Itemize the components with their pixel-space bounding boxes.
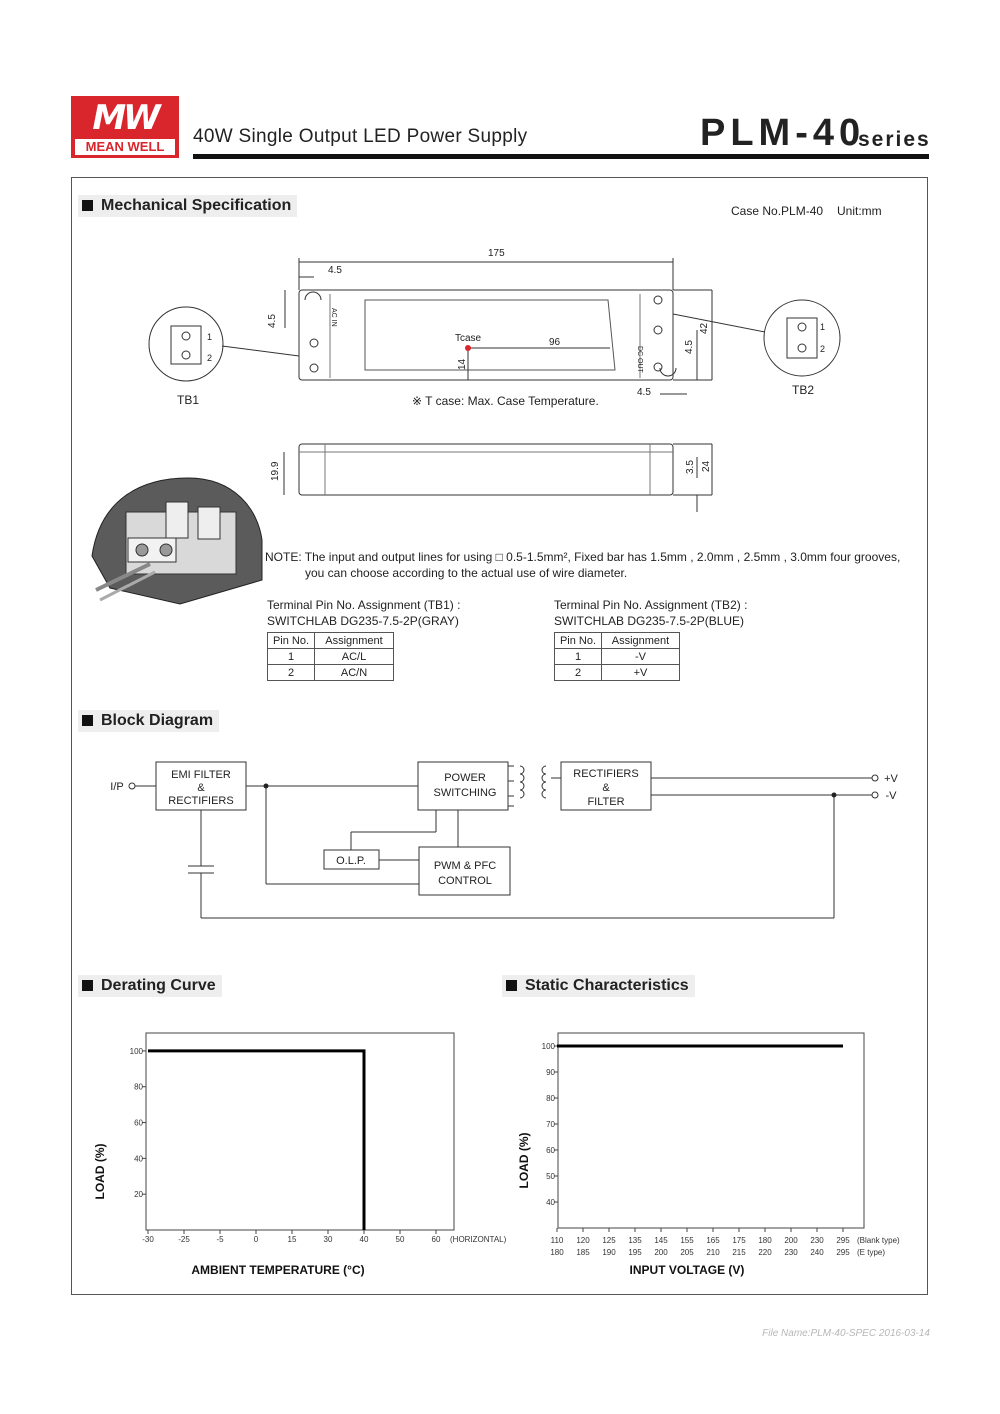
y-tick-label: 40 (546, 1198, 555, 1207)
y-tick-label: 70 (546, 1120, 555, 1129)
assignment-cell: -V (602, 649, 680, 665)
ac-in-label: AC IN (330, 308, 337, 327)
note-line-1: NOTE: The input and output lines for using □ 0.5-1.5mm², Fixed bar has 1.5mm , 2.0mm , 2.5mm , 3.0mm four grooves, (265, 550, 901, 564)
y-axis-label: LOAD (%) (517, 1132, 531, 1189)
x-tick-label: 40 (359, 1235, 369, 1244)
x-tick-label: 0 (253, 1235, 259, 1244)
dim-width: 42 (699, 322, 710, 334)
y-tick-label: 80 (546, 1094, 555, 1103)
svg-text:2: 2 (207, 353, 213, 363)
svg-text:2: 2 (820, 344, 826, 354)
x-tick-label: 180 (550, 1248, 564, 1257)
case-number: Case No.PLM-40 (731, 204, 824, 218)
assignment-cell: AC/L (315, 649, 394, 665)
x-tick-label: 15 (287, 1235, 297, 1244)
x-tick-label: 50 (395, 1235, 405, 1244)
pin-cell: 1 (268, 649, 315, 665)
dim-height-total: 24 (701, 460, 712, 472)
x-tick-label: 200 (654, 1248, 668, 1257)
dim-hole-v2: 4.5 (684, 340, 695, 354)
vminus-label: -V (885, 790, 897, 802)
y-tick-label: 90 (546, 1068, 555, 1077)
dim-hole-v: 4.5 (267, 314, 278, 328)
header-assignment: Assignment (315, 633, 394, 649)
svg-text:1: 1 (207, 332, 213, 342)
assignment-cell: AC/N (315, 665, 394, 681)
x-tick-label: 295 (836, 1248, 850, 1257)
x-tick-label: 295 (836, 1236, 850, 1245)
y-axis-label: LOAD (%) (93, 1143, 107, 1200)
y-tick-label: 100 (541, 1042, 555, 1051)
x-tick-label: 165 (706, 1236, 720, 1245)
vplus-label: +V (884, 773, 898, 785)
x-tick-label: 240 (810, 1248, 824, 1257)
power-line-2: SWITCHING (433, 787, 497, 799)
dim-hole-h2: 4.5 (637, 387, 651, 398)
section-title: Static Characteristics (525, 977, 689, 994)
input-label: I/P (110, 781, 124, 793)
x-tick-label: 205 (680, 1248, 694, 1257)
x-tick-label: 175 (732, 1236, 746, 1245)
logo-name: MEAN WELL (75, 139, 175, 155)
olp-label: O.L.P. (336, 855, 366, 867)
tb2-part: SWITCHLAB DG235-7.5-2P(BLUE) (554, 614, 745, 628)
header-pin: Pin No. (268, 633, 315, 649)
x-axis-suffix: (HORIZONTAL) (450, 1235, 507, 1244)
dim-tcase-x: 96 (549, 337, 561, 348)
x-tick-label: 180 (758, 1236, 772, 1245)
x-tick-label: 135 (628, 1236, 642, 1245)
section-title: Derating Curve (101, 977, 216, 994)
x-tick-label: 230 (810, 1236, 824, 1245)
x-row1-suffix: (Blank type) (857, 1236, 900, 1245)
x-row2-suffix: (E type) (857, 1248, 886, 1257)
plot-frame (558, 1033, 864, 1228)
x-tick-label: -30 (142, 1235, 154, 1244)
x-axis-label: INPUT VOLTAGE (V) (629, 1263, 745, 1277)
note-line-2: you can choose according to the actual use of wire diameter. (305, 566, 628, 580)
y-tick-label: 60 (546, 1146, 555, 1155)
x-tick-label: 190 (602, 1248, 616, 1257)
x-tick-label: 210 (706, 1248, 720, 1257)
tcase-note: ※ T case: Max. Case Temperature. (412, 394, 599, 408)
x-tick-label: 215 (732, 1248, 746, 1257)
rect-line-1: RECTIFIERS (573, 768, 639, 780)
model-name: PLM-40 (700, 112, 866, 154)
x-tick-label: 145 (654, 1236, 668, 1245)
section-title: Block Diagram (101, 712, 214, 729)
y-tick-label: 20 (134, 1190, 143, 1200)
assignment-cell: +V (602, 665, 680, 681)
y-tick-label: 50 (546, 1172, 555, 1181)
rect-line-2: & (602, 782, 610, 794)
dim-hole-offset: 4.5 (328, 265, 342, 276)
pin-cell: 2 (268, 665, 315, 681)
tcase-label: Tcase (455, 333, 482, 344)
pin-cell: 2 (555, 665, 602, 681)
emi-line-2: & (197, 782, 205, 794)
x-tick-label: -5 (216, 1235, 224, 1244)
svg-text:1: 1 (820, 322, 826, 332)
header-assignment: Assignment (602, 633, 680, 649)
x-tick-label: 120 (576, 1236, 590, 1245)
product-subtitle: 40W Single Output LED Power Supply (193, 126, 528, 147)
dim-height: 19.9 (270, 461, 281, 481)
section-title: Mechanical Specification (101, 197, 292, 214)
y-tick-label: 80 (134, 1082, 143, 1092)
x-tick-label: 125 (602, 1236, 616, 1245)
dim-length: 175 (488, 248, 505, 259)
tb1-label: TB1 (177, 393, 200, 407)
x-tick-label: 185 (576, 1248, 590, 1257)
x-tick-label: 110 (550, 1236, 564, 1245)
y-tick-label: 60 (134, 1118, 143, 1128)
tb1-part: SWITCHLAB DG235-7.5-2P(GRAY) (267, 614, 459, 628)
x-tick-label: 60 (431, 1235, 441, 1244)
header-pin: Pin No. (555, 633, 602, 649)
x-tick-label: 220 (758, 1248, 772, 1257)
tb2-title: Terminal Pin No. Assignment (TB2) : (554, 598, 748, 612)
x-tick-label: 30 (323, 1235, 333, 1244)
pwm-line-2: CONTROL (438, 875, 492, 887)
pwm-line-1: PWM & PFC (433, 860, 497, 872)
x-tick-label: 200 (784, 1236, 798, 1245)
dim-step: 3.5 (685, 460, 696, 474)
unit-label: Unit:mm (837, 204, 882, 218)
y-tick-label: 40 (134, 1154, 143, 1164)
emi-line-1: EMI FILTER (171, 769, 231, 781)
pin-cell: 1 (555, 649, 602, 665)
emi-line-3: RECTIFIERS (168, 795, 234, 807)
dim-tcase-y: 14 (457, 358, 468, 370)
model-series: series (858, 128, 931, 151)
x-tick-label: 155 (680, 1236, 694, 1245)
tb1-title: Terminal Pin No. Assignment (TB1) : (267, 598, 461, 612)
x-axis-label: AMBIENT TEMPERATURE (°C) (191, 1263, 365, 1277)
rect-line-3: FILTER (587, 796, 625, 808)
x-tick-label: -25 (178, 1235, 190, 1244)
file-name-footer: File Name:PLM-40-SPEC 2016-03-14 (762, 1328, 930, 1339)
power-line-1: POWER (444, 772, 486, 784)
x-tick-label: 230 (784, 1248, 798, 1257)
x-tick-label: 195 (628, 1248, 642, 1257)
logo-mark: MW (92, 98, 158, 138)
y-tick-label: 100 (129, 1046, 143, 1056)
tb2-label: TB2 (792, 383, 815, 397)
dc-out-label: DC OUT (636, 346, 643, 373)
